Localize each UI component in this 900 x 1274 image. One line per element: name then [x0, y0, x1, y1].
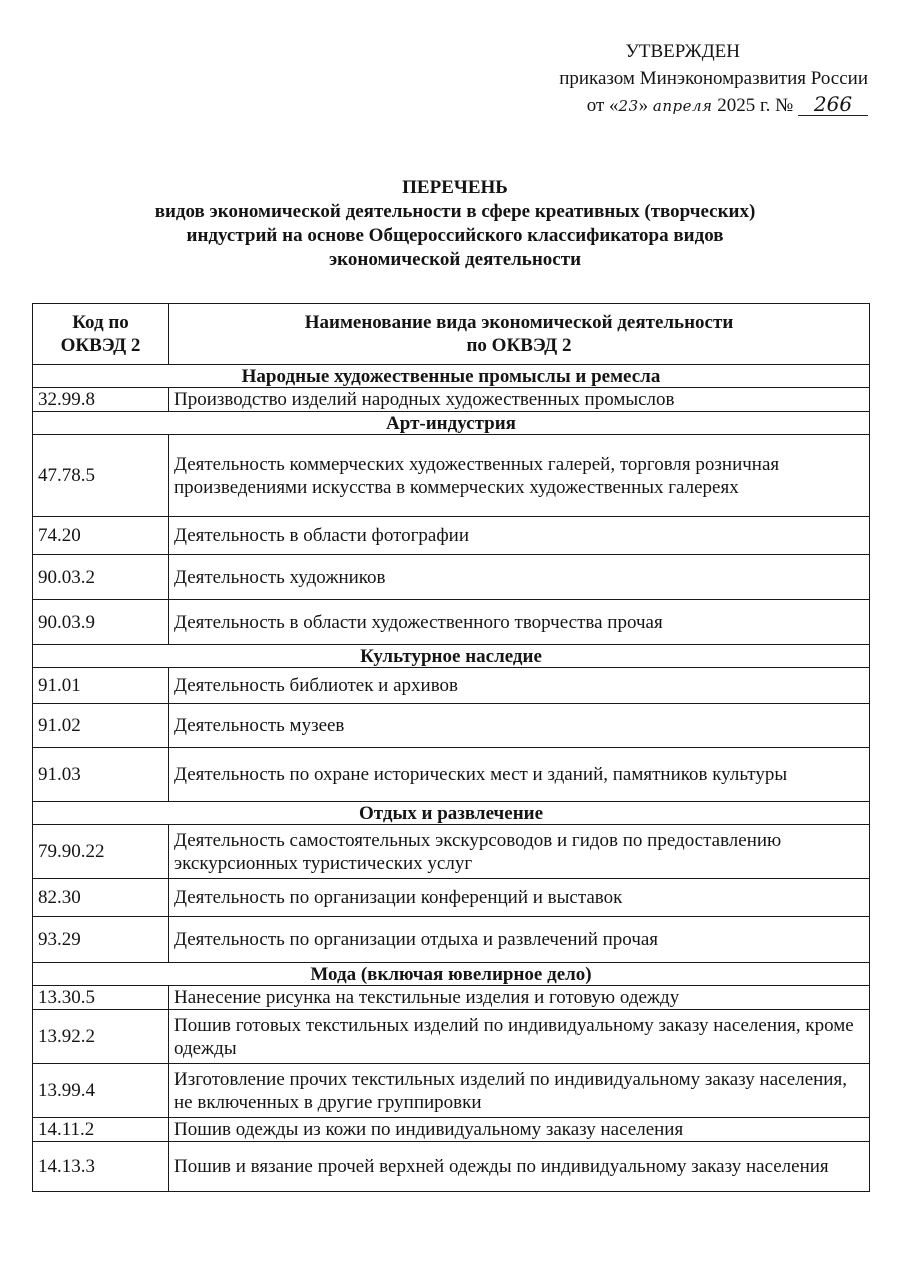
row-code: 74.20: [33, 517, 169, 555]
row-code: 47.78.5: [33, 435, 169, 517]
title-line-2: видов экономической деятельности в сфере креативных (творческих): [154, 201, 756, 222]
document-title: [40, 176, 870, 272]
row-name: Нанесение рисунка на текстильные изделия и готовую одежду: [169, 986, 870, 1010]
title-line-1: ПЕРЕЧЕНЬ: [402, 177, 508, 198]
section-title: Культурное наследие: [33, 645, 870, 668]
table-header-row: [33, 304, 870, 365]
year-part: 2025 г. №: [712, 95, 798, 116]
date-mid: »: [638, 95, 653, 116]
title-line-3: индустрий на основе Общероссийского классификатора видов: [186, 225, 724, 246]
row-code: 91.01: [33, 668, 169, 704]
row-name: Деятельность по охране исторических мест и зданий, памятников культуры: [169, 748, 870, 802]
row-code: 13.30.5: [33, 986, 169, 1010]
section-title: Мода (включая ювелирное дело): [33, 963, 870, 986]
row-code: 82.30: [33, 879, 169, 917]
handwritten-day: 23: [618, 97, 639, 115]
table-row: [33, 600, 870, 645]
table-row: [33, 1118, 870, 1142]
table-row: [33, 879, 870, 917]
approval-date-line: [448, 92, 868, 120]
table-row: [33, 555, 870, 600]
section-row: [33, 412, 870, 435]
row-code: 32.99.8: [33, 388, 169, 412]
row-code: 14.11.2: [33, 1118, 169, 1142]
header-name-line-1: Наименование вида экономической деятельности: [304, 312, 734, 333]
row-name: Деятельность по организации конференций и выставок: [169, 879, 870, 917]
row-code: 13.92.2: [33, 1010, 169, 1064]
row-name: Деятельность в области фотографии: [169, 517, 870, 555]
row-code: 14.13.3: [33, 1142, 169, 1192]
table-row: [33, 748, 870, 802]
table-row: [33, 388, 870, 412]
row-code: 13.99.4: [33, 1064, 169, 1118]
table-row: [33, 1142, 870, 1192]
title-line-4: экономической деятельности: [328, 249, 582, 270]
row-code: 79.90.22: [33, 825, 169, 879]
row-code: 91.03: [33, 748, 169, 802]
row-name: Деятельность музеев: [169, 704, 870, 748]
activity-table: [32, 303, 870, 1192]
section-title: Отдых и развлечение: [33, 802, 870, 825]
table-row: [33, 917, 870, 963]
row-name: Производство изделий народных художественных промыслов: [169, 388, 870, 412]
approval-block: [448, 38, 868, 120]
section-row: [33, 802, 870, 825]
row-code: 93.29: [33, 917, 169, 963]
section-row: [33, 963, 870, 986]
section-row: [33, 365, 870, 388]
table-row: [33, 704, 870, 748]
handwritten-month: апреля: [652, 97, 713, 115]
header-name: [169, 304, 870, 365]
table-row: [33, 986, 870, 1010]
row-code: 90.03.2: [33, 555, 169, 600]
approval-order-line: приказом Минэкономразвития России: [559, 68, 868, 89]
table-row: [33, 517, 870, 555]
row-name: Деятельность художников: [169, 555, 870, 600]
row-code: 90.03.9: [33, 600, 169, 645]
section-title: Народные художественные промыслы и ремесла: [33, 365, 870, 388]
date-prefix: от «: [586, 95, 619, 116]
header-code-line-2: ОКВЭД 2: [60, 335, 141, 356]
header-code-line-1: Код по: [72, 312, 129, 333]
row-name: Деятельность самостоятельных экскурсоводов и гидов по предоставлению экскурсионных туристических услуг: [169, 825, 870, 879]
row-name: Деятельность по организации отдыха и развлечений прочая: [169, 917, 870, 963]
table-row: [33, 668, 870, 704]
row-name: Пошив одежды из кожи по индивидуальному заказу населения: [169, 1118, 870, 1142]
handwritten-order-number: 266: [798, 93, 868, 116]
table-row: [33, 435, 870, 517]
header-code: [33, 304, 169, 365]
row-name: Деятельность библиотек и архивов: [169, 668, 870, 704]
row-name: Деятельность в области художественного творчества прочая: [169, 600, 870, 645]
row-name: Пошив и вязание прочей верхней одежды по индивидуальному заказу населения: [169, 1142, 870, 1192]
row-name: Деятельность коммерческих художественных галерей, торговля розничная произведениями искусства в коммерческих художественных галереях: [169, 435, 870, 517]
section-row: [33, 645, 870, 668]
approved-heading: УТВЕРЖДЕН: [625, 41, 740, 62]
row-name: Изготовление прочих текстильных изделий по индивидуальному заказу населения, не включенных в другие группировки: [169, 1064, 870, 1118]
row-name: Пошив готовых текстильных изделий по индивидуальному заказу населения, кроме одежды: [169, 1010, 870, 1064]
section-title: Арт-индустрия: [33, 412, 870, 435]
row-code: 91.02: [33, 704, 169, 748]
header-name-line-2: по ОКВЭД 2: [466, 335, 572, 356]
table-row: [33, 1064, 870, 1118]
table-row: [33, 1010, 870, 1064]
table-row: [33, 825, 870, 879]
